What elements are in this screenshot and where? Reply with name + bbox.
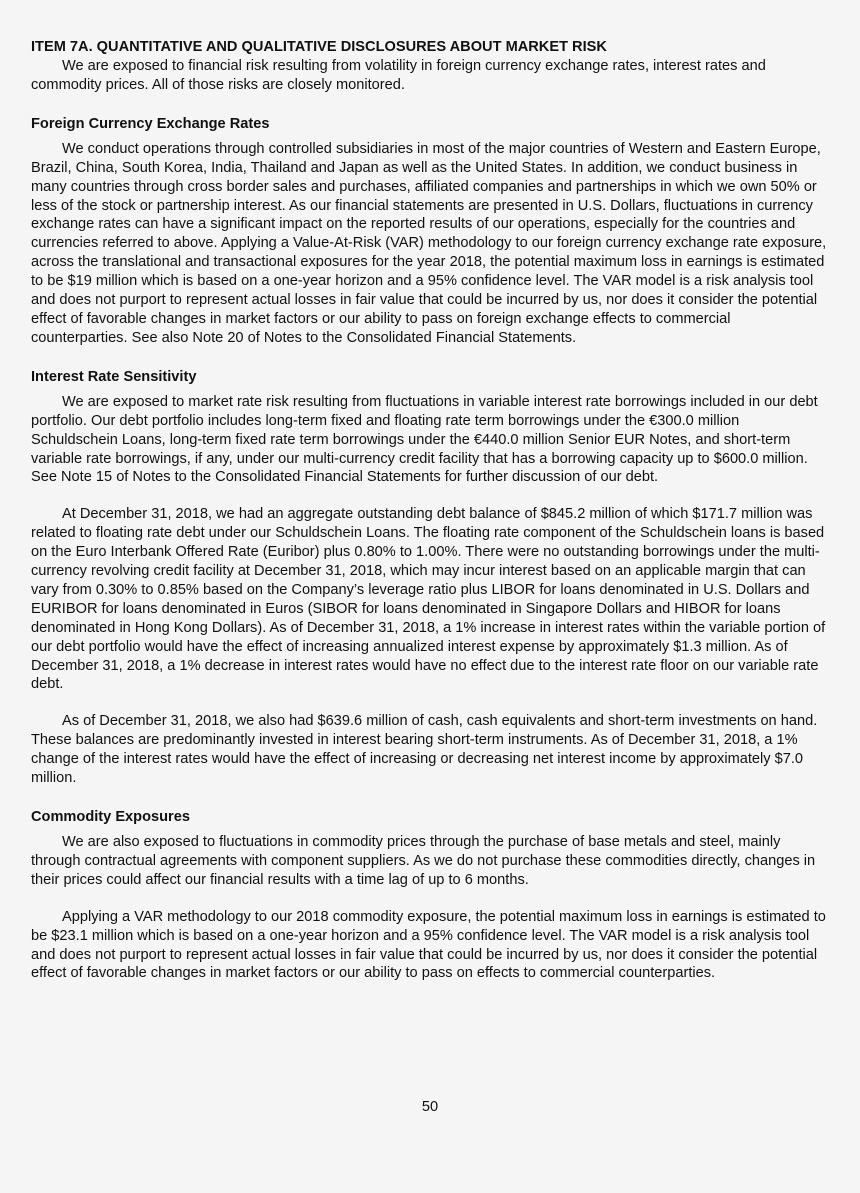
interest-rate-paragraph-2: At December 31, 2018, we had an aggregate outstanding debt balance of $845.2 million of which $171.7 million was related to floating rate debt under our Schuldschein Loans. The floating rate component of the Schuldschein loans is based on the Euro Interbank Offered Rate (Euribor) plus 0.80% to 1.00%. There were no outstanding borrowings under the multi-currency revolving credit facility at December 31, 2018, which may incur interest based on an applicable margin that can vary from 0.30% to 0.85% based on the Company’s leverage ratio plus LIBOR for loans denominated in U.S. Dollars and EURIBOR for loans denominated in Euros (SIBOR for loans denominated in Singapore Dollars and HIBOR for loans denominated in Hong Kong Dollars). As of December 31, 2018, a 1% increase in interest rates within the variable portion of our debt portfolio would have the effect of increasing annualized interest expense by approximately $1.3 million. As of December 31, 2018, a 1% decrease in interest rates would have no effect due to the interest rate floor on our variable rate debt. [31,506,826,693]
item-title: ITEM 7A. QUANTITATIVE AND QUALITATIVE DISCLOSURES ABOUT MARKET RISK [31,39,607,55]
section-heading-commodity: Commodity Exposures [31,809,190,825]
interest-rate-paragraph-3: As of December 31, 2018, we also had $639.6 million of cash, cash equivalents and short-term investments on hand. These balances are predominantly invested in interest bearing short-term instruments. As of December 31, 2018, a 1% change of the interest rates would have the effect of increasing or decreasing net interest income by approximately $7.0 million. [31,713,818,787]
interest-rate-paragraph-1: We are exposed to market rate risk resulting from fluctuations in variable interest rate borrowings included in our debt portfolio. Our debt portfolio includes long-term fixed and floating rate term borrowings under the €300.0 million Schuldschein Loans, long-term fixed rate term borrowings under the €440.0 million Senior EUR Notes, and short-term variable rate borrowings, if any, under our multi-currency credit facility that has a borrowing capacity up to $600.0 million. See Note 15 of Notes to the Consolidated Financial Statements for further discussion of our debt. [31,393,818,486]
foreign-currency-paragraph: We conduct operations through controlled subsidiaries in most of the major countries of Western and Eastern Europe, Brazil, China, South Korea, India, Thailand and Japan as well as the United States. In addition, we conduct business in many countries through cross border sales and purchases, affiliated companies and partnerships in which we own 50% or less of the stock or partnership interest. As our financial statements are presented in U.S. Dollars, fluctuations in currency exchange rates can have a significant impact on the reported results of our operations, especially for the countries and currencies referred to above. Applying a Value-At-Risk (VAR) methodology to our foreign currency exchange rate exposure, across the translational and transactional exposures for the year 2018, the potential maximum loss in earnings is estimated to be $19 million which is based on a one-year horizon and a 95% confidence level. The VAR model is a risk analysis tool and does not purport to represent actual losses in fair value that could be incurred by us, nor does it consider the potential effect of favorable changes in market factors or our ability to pass on foreign exchange effects to commercial counterparties. See also Note 20 of Notes to the Consolidated Financial Statements. [31,140,827,346]
page-number: 50 [421,1099,439,1115]
intro-paragraph: We are exposed to financial risk resulting from volatility in foreign currency exchange rates, interest rates and commodity prices. All of those risks are closely monitored. [31,58,766,93]
commodity-paragraph-2: Applying a VAR methodology to our 2018 commodity exposure, the potential maximum loss in earnings is estimated to be $23.1 million which is based on a one-year horizon and a 95% confidence level. The VAR model is a risk analysis tool and does not purport to represent actual losses in fair value that could be incurred by us, nor does it consider the potential effect of favorable changes in market factors or our ability to pass on effects to commercial counterparties. [31,908,826,982]
section-heading-interest-rate: Interest Rate Sensitivity [31,368,197,385]
commodity-paragraph-1: We are also exposed to fluctuations in commodity prices through the purchase of base metals and steel, mainly through contractual agreements with component suppliers. As we do not purchase these commodities directly, changes in their prices could affect our financial results with a time lag of up to 6 months. [31,834,816,888]
section-heading-foreign-currency: Foreign Currency Exchange Rates [31,115,270,132]
